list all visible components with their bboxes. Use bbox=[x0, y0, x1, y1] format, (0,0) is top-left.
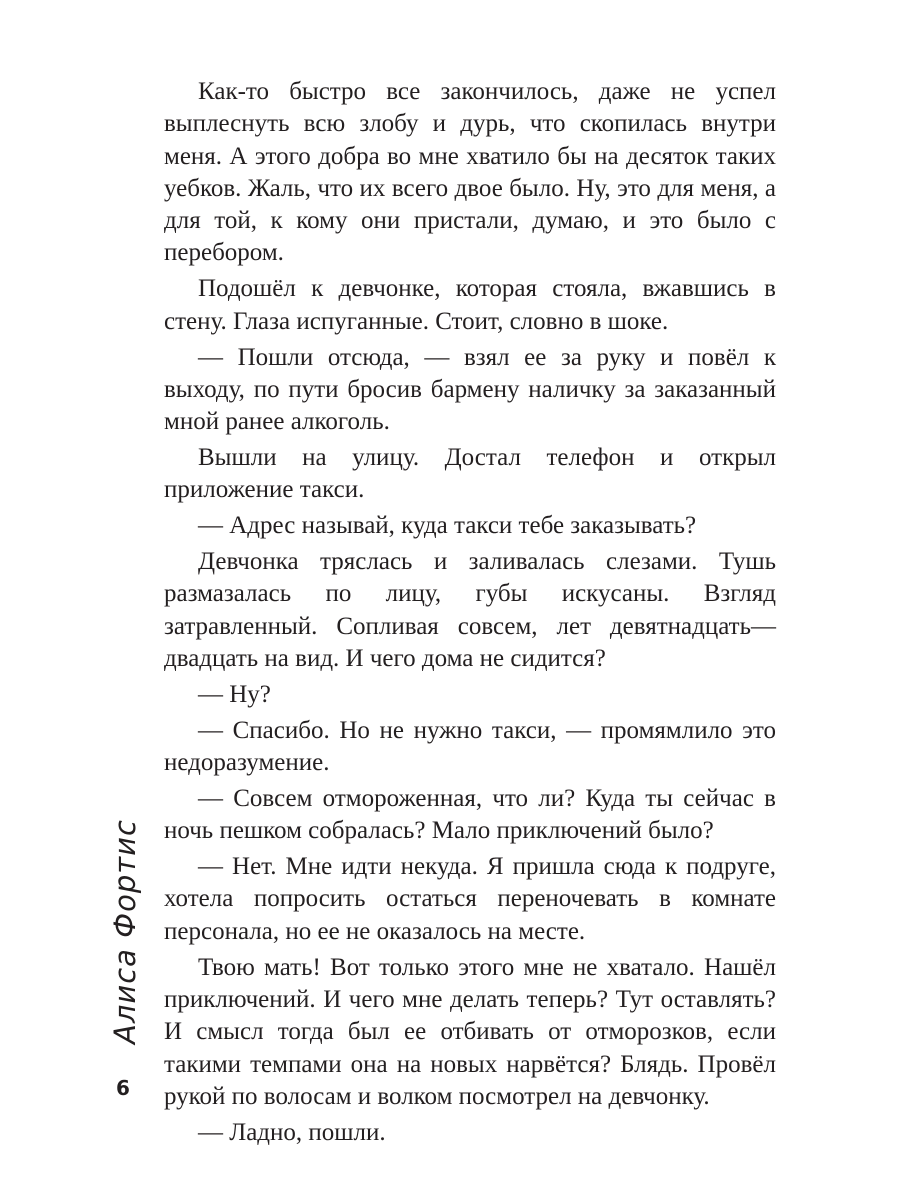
paragraph: — Ладно, пошли. bbox=[198, 1118, 386, 1146]
running-head-author: Алиса Фортис bbox=[108, 819, 142, 1044]
paragraph: Вышли на улицу. Достал телефон и открыл приложение такси. bbox=[164, 444, 776, 504]
paragraph: — Спасибо. Но не нужно такси, — промямлило это недоразумение. bbox=[164, 716, 776, 777]
paragraph: Девчонка тряслась и заливалась слезами. Тушь размазалась по лицу, губы искусаны. Взгляд затравленный. Сопливая совсем, лет девятнадцать—двадцать на вид. И чего дома не сидится? bbox=[164, 548, 776, 673]
paragraph: — Нет. Мне идти некуда. Я пришла сюда к подруге, хотела попросить остаться переночевать в комнате персонала, но ее не оказалось на месте. bbox=[164, 853, 776, 945]
paragraph: — Пошли отсюда, — взял ее за руку и повёл к выходу, по пути бросив бармену наличку за заказанный мной ранее алкоголь. bbox=[164, 343, 776, 436]
paragraph: — Совсем отмороженная, что ли? Куда ты сейчас в ночь пешком собралась? Мало приключений было? bbox=[164, 784, 776, 845]
paragraph: — Адрес называй, куда такси тебе заказывать? bbox=[198, 512, 697, 540]
paragraph: Как-то быстро все закончилось, даже не успел выплеснуть всю злобу и дурь, что скопилась внутри меня. А этого добра во мне хватило бы на десяток таких уебков. Жаль, что их всего двое было. Ну, это для меня, а для той, к кому они пристали, думаю, и это было с перебором. bbox=[164, 78, 776, 267]
paragraph: Подошёл к девчонке, которая стояла, вжавшись в стену. Глаза испуганные. Стоит, словно в шоке. bbox=[164, 275, 776, 335]
page-number: 6 bbox=[116, 1076, 130, 1100]
paragraph: Твою мать! Вот только этого мне не хватало. Нашёл приключений. И чего мне делать теперь? Тут оставлять? И смысл тогда был ее отбивать от отморозков, если такими темпами она на новых нарвётся? Блядь. Провёл рукой по волосам и волком посмотрел на девчонку. bbox=[164, 953, 776, 1110]
body-text bbox=[164, 76, 776, 1149]
paragraph: — Ну? bbox=[198, 680, 271, 708]
